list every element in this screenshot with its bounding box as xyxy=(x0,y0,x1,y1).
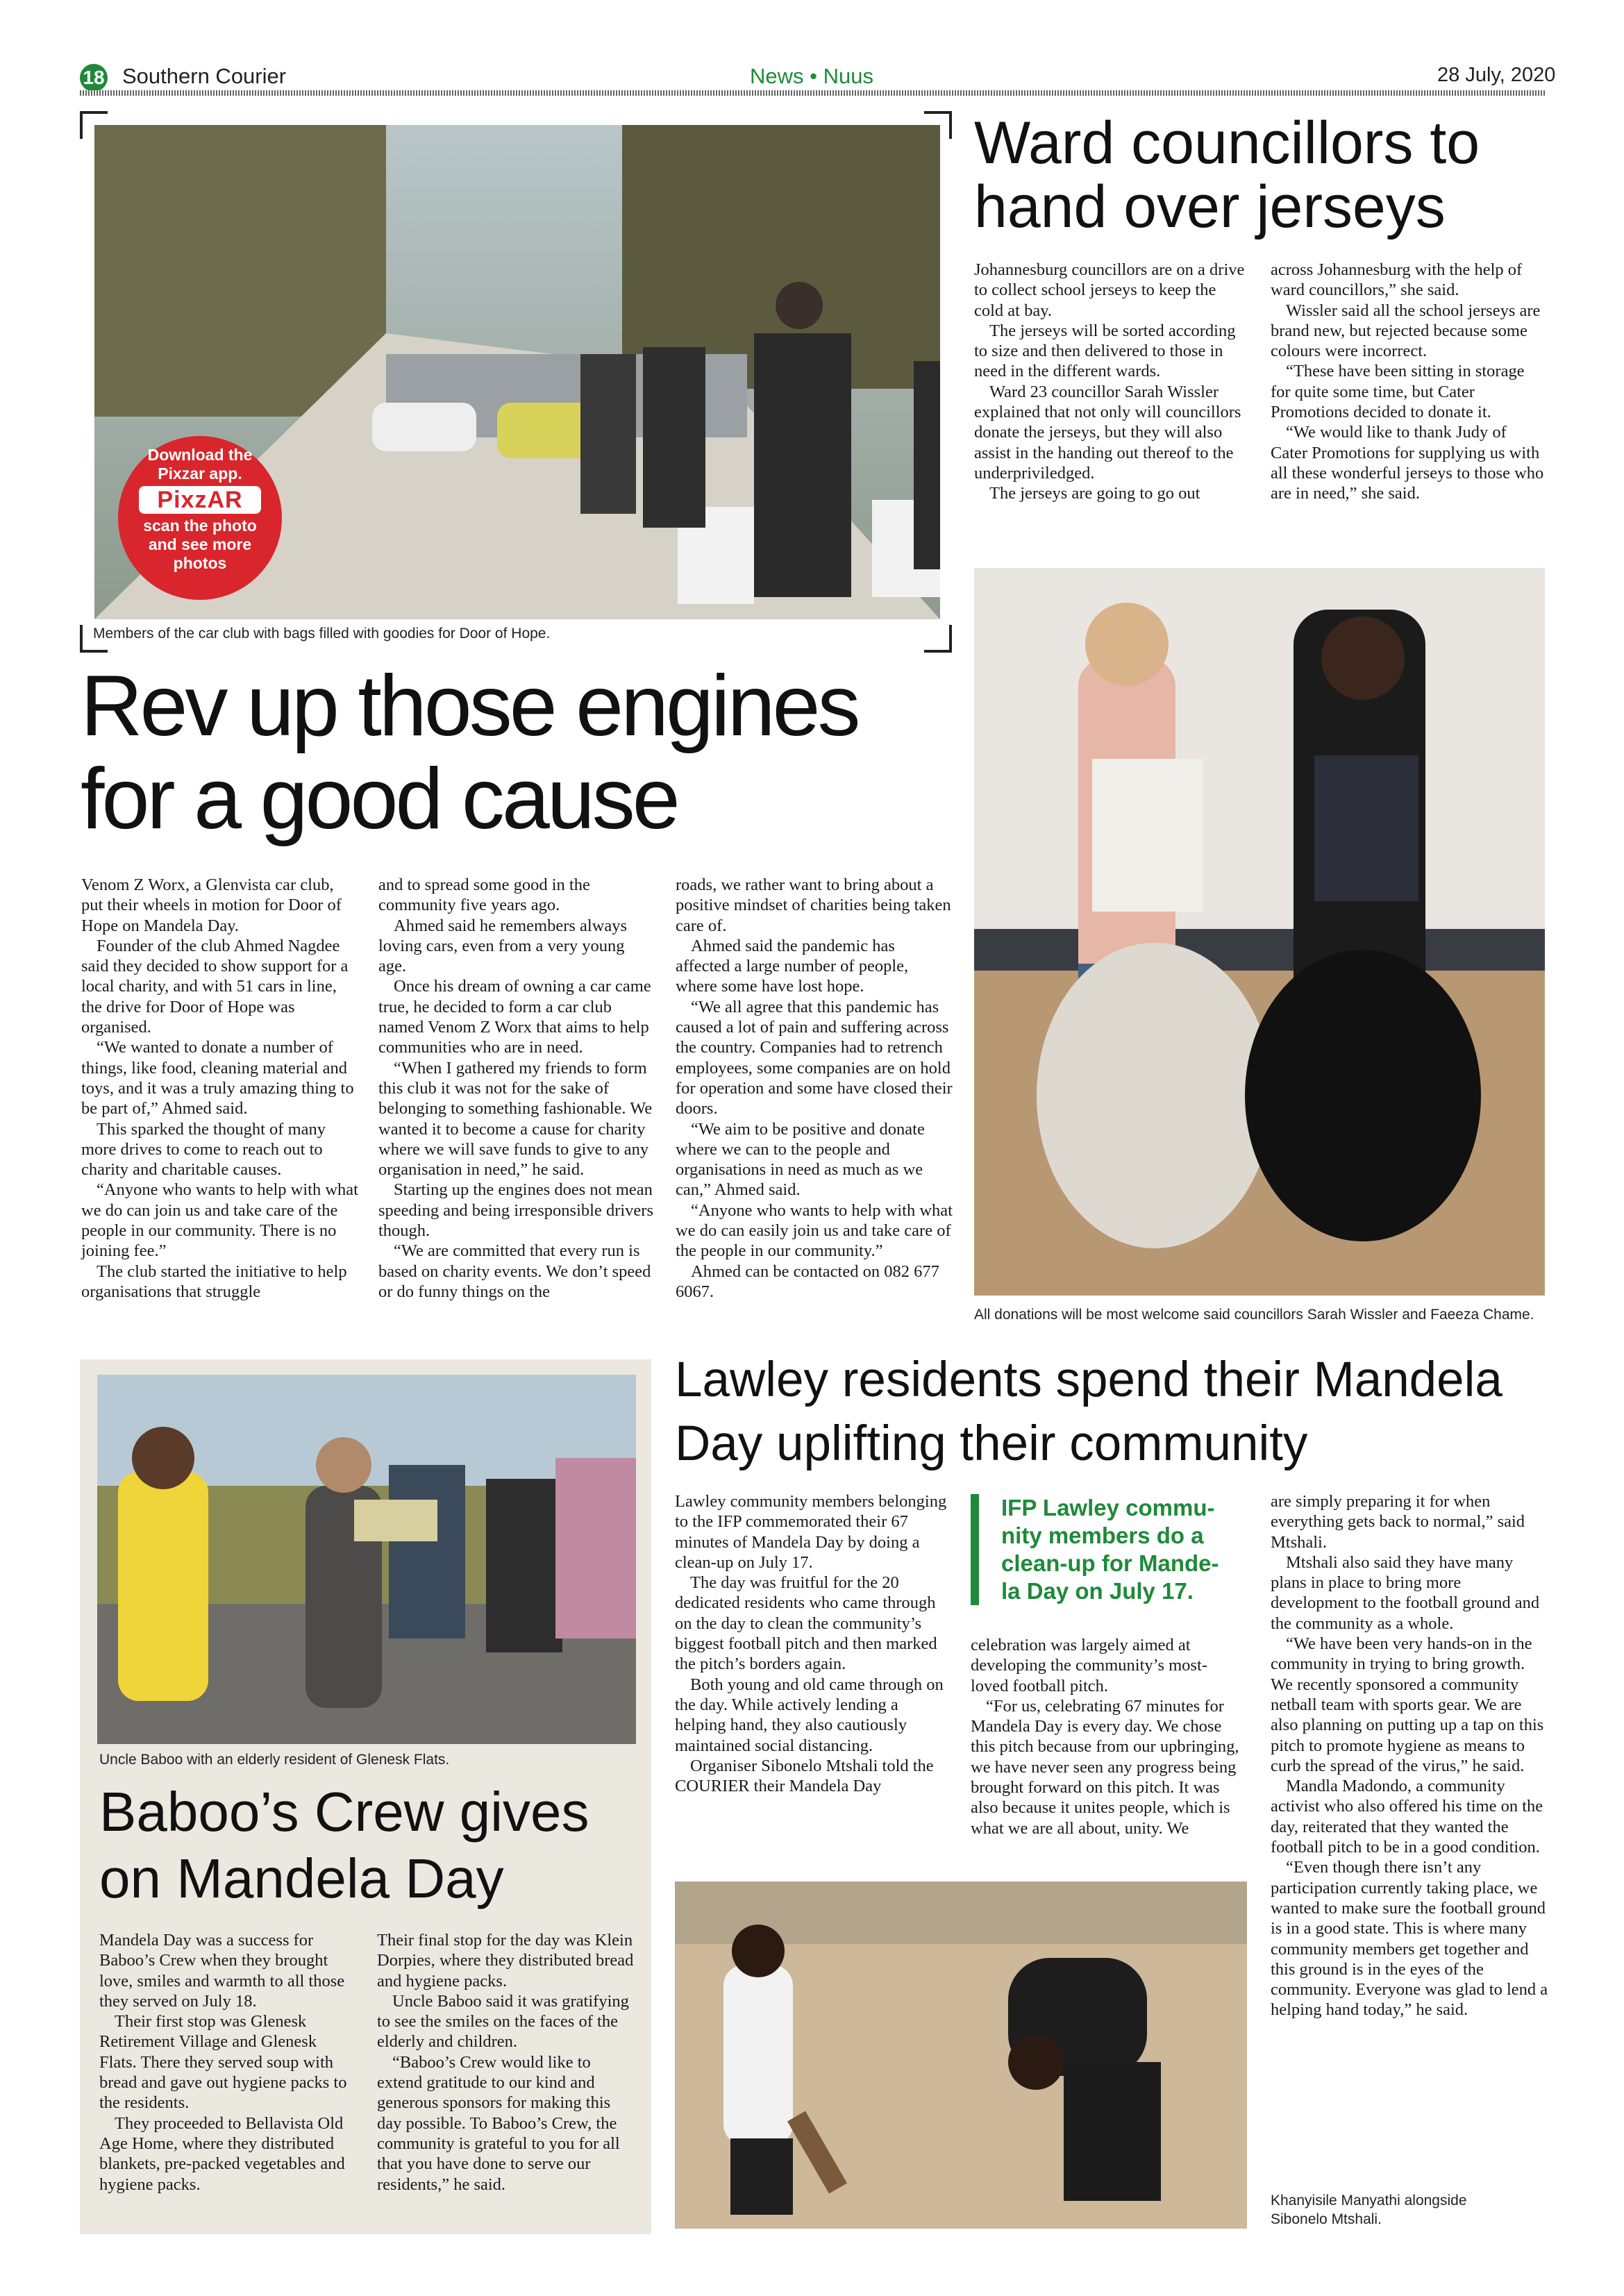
lawley-headline-line-2: Day uplifting their community xyxy=(675,1416,1308,1471)
paragraph: Mandla Madondo, a community activist who also offered his time on the day, reiterated that they wanted the football pitch to be in a good condition. xyxy=(1271,1777,1543,1857)
paragraph: Wissler said all the school jerseys are brand new, but rejected because some colours were incorrect. xyxy=(1271,301,1541,361)
baboo-caption: Uncle Baboo with an elderly resident of Glenesk Flats. xyxy=(99,1752,450,1768)
paragraph: The jerseys are going to go out xyxy=(989,484,1200,503)
paragraph: Starting up the engines does not mean speeding and being irresponsible drivers though. xyxy=(378,1180,653,1241)
paragraph: Ahmed can be contacted on 082 677 6067. xyxy=(676,1262,939,1301)
car-club-caption: Members of the car club with bags filled with goodies for Door of Hope. xyxy=(93,626,551,642)
baboo-headline xyxy=(99,1779,648,1912)
lawley-caption xyxy=(1271,2191,1548,2229)
paragraph: Founder of the club Ahmed Nagdee said they decided to show support for a local charity, and with 51 cars in line, the drive for Door of Hope was organised. xyxy=(81,936,349,1037)
engines-column-3 xyxy=(676,875,953,1302)
paragraph: Organiser Sibonelo Mtshali told the COURIER their Mandela Day xyxy=(675,1756,934,1796)
pixzar-line-4: and see more xyxy=(148,535,252,553)
paragraph: Their final stop for the day was Klein Dorpies, where they distributed bread and hygiene packs. xyxy=(377,1931,634,1991)
paragraph: Ahmed said he remembers always loving cars, even from a very young age. xyxy=(378,916,628,976)
engines-headline xyxy=(81,660,955,846)
baboo-column-2 xyxy=(377,1930,634,2195)
paragraph: “Anyone who wants to help with what we do can join us and take care of the people in our community. There is no joining fee.” xyxy=(81,1180,358,1261)
paragraph: “We all agree that this pandemic has caused a lot of pain and suffering across the country. Companies had to retrench employees, some companies are on hold for operation and some have closed their doors. xyxy=(676,997,953,1118)
section-label: News • Nuus xyxy=(750,64,873,88)
pixzar-line-5: photos xyxy=(173,554,227,572)
paragraph: “We aim to be positive and donate where we can to the people and organisations in need as much as we can,” Ahmed said. xyxy=(676,1119,925,1200)
pixzar-line-3: scan the photo xyxy=(143,517,257,535)
paragraph: are simply preparing it for when everything gets back to normal,” said Mtshali. xyxy=(1271,1492,1525,1552)
paragraph: Lawley community members belonging to the IFP commemorated their 67 minutes of Mandela Day by doing a clean-up on July 17. xyxy=(675,1492,947,1572)
page-number: 18 xyxy=(80,64,108,92)
paragraph: “We have been very hands-on in the community in trying to bring growth. We recently sponsored a community netball team with sports gear. We are also planning on putting up a tap on this pitch to promote hygiene as means to curb the spread of the virus,” he said. xyxy=(1271,1634,1544,1775)
lawley-headline-line-1: Lawley residents spend their Mandela xyxy=(675,1352,1502,1407)
header-rule xyxy=(80,90,1545,96)
paragraph: “These have been sitting in storage for quite some time, but Cater Promotions decided to donate it. xyxy=(1271,362,1525,422)
lawley-column-3 xyxy=(1271,1491,1548,2020)
jerseys-headline-line-2: hand over jerseys xyxy=(974,174,1446,240)
pullquote-line: nity members do a xyxy=(1001,1523,1204,1548)
jerseys-photo xyxy=(974,568,1545,1296)
baboo-headline-line-2: on Mandela Day xyxy=(99,1847,504,1909)
paragraph: “We wanted to donate a number of things, like food, cleaning material and toys, and it was a truly amazing thing to be part of,” Ahmed said. xyxy=(81,1038,354,1118)
pullquote-line: IFP Lawley commu- xyxy=(1001,1495,1215,1520)
paragraph: The club started the initiative to help organisations that struggle xyxy=(81,1262,347,1301)
jerseys-headline-line-1: Ward councillors to xyxy=(974,110,1480,176)
publication-name: Southern Courier xyxy=(122,64,287,88)
paragraph: They proceeded to Bellavista Old Age Home, where they distributed blankets, pre-packed vegetables and hygiene packs. xyxy=(99,2113,345,2194)
pixzar-badge xyxy=(118,436,282,600)
paragraph: “For us, celebrating 67 minutes for Mandela Day is every day. We chose this pitch because from our upbringing, we have never seen any progress being brought forward on this pitch. It was also because it unites people, which is what we are all about, unity. We xyxy=(971,1696,1239,1838)
paragraph: The day was fruitful for the 20 dedicated residents who came through on the day to clean the community’s biggest football pitch and then marked the pitch’s borders again. xyxy=(675,1573,937,1674)
paragraph: “Even though there isn’t any participation currently taking place, we wanted to make sure the football ground is in a good state. This is where many community members get together and this ground is in the eyes of the community. Everyone was glad to lend a helping hand today,” he said. xyxy=(1271,1858,1548,2020)
pixzar-line-1: Download the xyxy=(147,446,253,464)
paragraph: “Anyone who wants to help with what we do can easily join us and take care of the people in our community.” xyxy=(676,1200,953,1261)
paragraph: Venom Z Worx, a Glenvista car club, put their wheels in motion for Door of Hope on Mandela Day. xyxy=(81,875,342,935)
issue-date: 28 July, 2020 xyxy=(1437,64,1556,86)
paragraph: and to spread some good in the community five years ago. xyxy=(378,875,590,915)
lawley-column-1 xyxy=(675,1491,949,1796)
pullquote-line: clean-up for Mande- xyxy=(1001,1550,1219,1576)
paragraph: across Johannesburg with the help of ward councillors,” she said. xyxy=(1271,260,1523,300)
paragraph: Mandela Day was a success for Baboo’s Crew when they brought love, smiles and warmth to all those they served on July 18. xyxy=(99,1931,345,2011)
paragraph: Johannesburg councillors are on a drive to collect school jerseys to keep the cold at bay. xyxy=(974,260,1245,320)
lawley-photo xyxy=(675,1882,1247,2229)
lawley-caption-line-1: Khanyisile Manyathi alongside xyxy=(1271,2193,1467,2209)
paragraph: The jerseys will be sorted according to size and then delivered to those in need in the different wards. xyxy=(974,321,1236,381)
paragraph: Ward 23 councillor Sarah Wissler explained that not only will councillors donate the jerseys, but they will also assist in the handing out thereof to the underpriviledged. xyxy=(974,382,1241,483)
paragraph: “When I gathered my friends to form this club it was not for the sake of belonging to something fashionable. We wanted it to become a cause for charity where we will save funds to give to any organisation in need,” he said. xyxy=(378,1058,653,1180)
paragraph: Ahmed said the pandemic has affected a large number of people, where some have lost hope. xyxy=(676,936,909,996)
baboo-column-1 xyxy=(99,1930,356,2195)
engines-column-2 xyxy=(378,875,656,1302)
pixzar-logo: PixzAR xyxy=(139,486,261,514)
engines-column-1 xyxy=(81,875,359,1302)
paragraph: Once his dream of owning a car came true, he decided to form a car club named Venom Z Worx that aims to help communities who are in need. xyxy=(378,977,651,1057)
jerseys-caption: All donations will be most welcome said councillors Sarah Wissler and Faeeza Chame. xyxy=(974,1307,1534,1323)
baboo-photo xyxy=(97,1375,636,1744)
paragraph: “We are committed that every run is based on charity events. We don’t speed or do funny things on the xyxy=(378,1241,651,1301)
engines-headline-line-1: Rev up those engines xyxy=(81,658,858,754)
engines-headline-line-2: for a good cause xyxy=(81,751,678,847)
lawley-column-2 xyxy=(971,1635,1245,1838)
paragraph: celebration was largely aimed at developing the community’s most-loved football pitch. xyxy=(971,1636,1207,1695)
lawley-pullquote xyxy=(971,1494,1265,1605)
paragraph: roads, we rather want to bring about a positive mindset of charities being taken care of. xyxy=(676,875,951,935)
lawley-headline xyxy=(675,1348,1550,1476)
paragraph: Their first stop was Glenesk Retirement Village and Glenesk Flats. There they served soup with bread and gave out hygiene packs to the residents. xyxy=(99,2012,347,2113)
baboo-headline-line-1: Baboo’s Crew gives xyxy=(99,1781,589,1843)
paragraph: “We would like to thank Judy of Cater Promotions for supplying us with all these wonderful jerseys to those who are in need,” she said. xyxy=(1271,423,1544,503)
paragraph: This sparked the thought of many more drives to come to reach out to charity and charitable causes. xyxy=(81,1119,326,1180)
paragraph: Both young and old came through on the day. While actively lending a helping hand, they also cautiously maintained social distancing. xyxy=(675,1675,944,1755)
jerseys-column-2 xyxy=(1271,260,1545,504)
jerseys-headline xyxy=(974,111,1550,239)
paragraph: “Baboo’s Crew would like to extend gratitude to our kind and generous sponsors for making this day possible. To Baboo’s Crew, the community is grateful to you for all that you have done to serve our residents,” he said. xyxy=(377,2052,620,2194)
jerseys-column-1 xyxy=(974,260,1248,504)
lawley-caption-line-2: Sibonelo Mtshali. xyxy=(1271,2211,1382,2227)
paragraph: Mtshali also said they have many plans in place to bring more development to the football ground and the community as a whole. xyxy=(1271,1552,1540,1633)
paragraph: Uncle Baboo said it was gratifying to see the smiles on the faces of the elderly and children. xyxy=(377,1991,629,2052)
pullquote-line: la Day on July 17. xyxy=(1001,1578,1194,1604)
pixzar-line-2: Pixzar app. xyxy=(158,464,242,483)
